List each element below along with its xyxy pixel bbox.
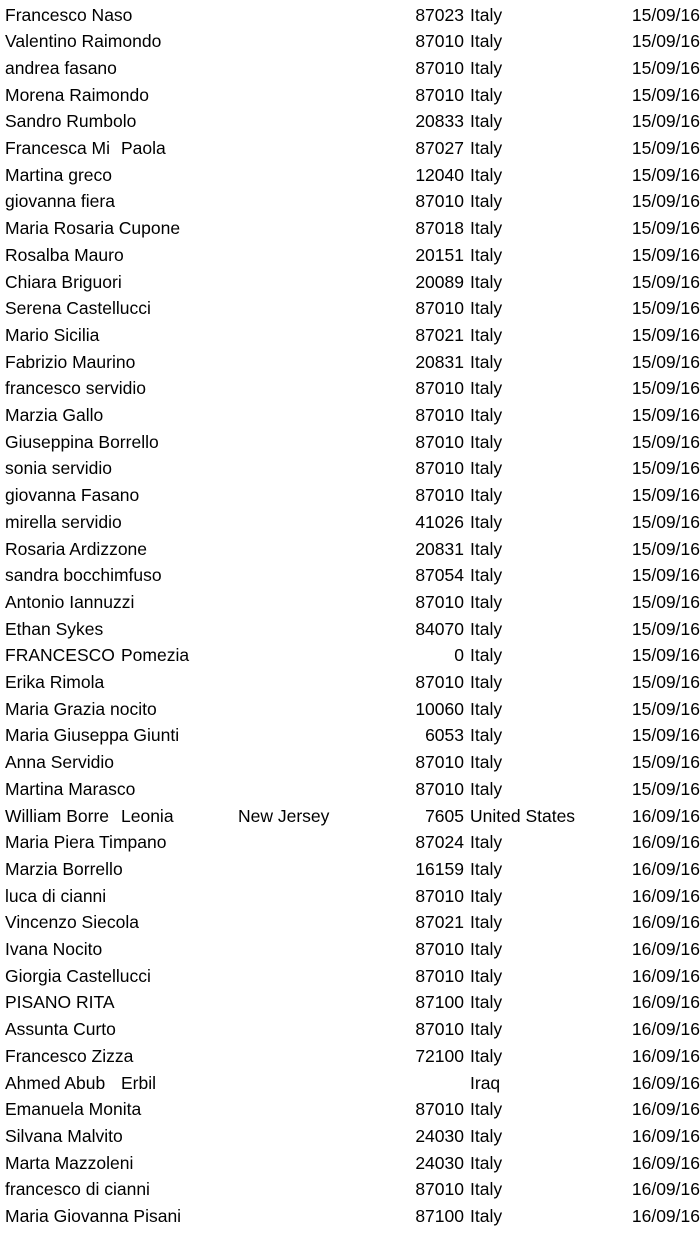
table-row[interactable]	[0, 1096, 700, 1123]
zip-cell[interactable]: 12040	[415, 164, 464, 185]
country-cell[interactable]: Italy	[470, 218, 503, 239]
date-cell[interactable]: 15/09/16	[631, 218, 700, 239]
state-cell[interactable]	[238, 589, 378, 616]
table-row[interactable]	[0, 803, 700, 830]
zip-cell[interactable]: 87010	[415, 885, 464, 906]
table-row[interactable]	[0, 375, 700, 402]
name-cell[interactable]: Silvana Malvito	[5, 1125, 123, 1146]
table-row[interactable]	[0, 1123, 700, 1150]
zip-cell[interactable]: 87023	[415, 4, 464, 25]
date-cell[interactable]: 15/09/16	[631, 57, 700, 78]
state-cell[interactable]	[238, 322, 378, 349]
country-cell[interactable]: Italy	[470, 84, 503, 105]
zip-cell[interactable]	[380, 1070, 464, 1097]
date-cell[interactable]: 15/09/16	[631, 31, 700, 52]
zip-cell[interactable]: 87100	[415, 1206, 464, 1226]
country-cell[interactable]: Italy	[470, 164, 503, 185]
date-cell[interactable]: 15/09/16	[631, 191, 700, 212]
country-cell[interactable]: Italy	[470, 565, 503, 586]
zip-cell[interactable]: 10060	[415, 698, 464, 719]
table-row[interactable]	[0, 1150, 700, 1177]
state-cell[interactable]	[238, 669, 378, 696]
country-cell[interactable]: Italy	[470, 1125, 503, 1146]
state-cell[interactable]	[238, 108, 378, 135]
zip-cell[interactable]: 87010	[415, 31, 464, 52]
date-cell[interactable]: 15/09/16	[631, 618, 700, 639]
name-cell[interactable]: Ethan Sykes	[5, 618, 104, 639]
date-cell[interactable]: 16/09/16	[631, 1125, 700, 1146]
name-cell[interactable]: Martina Marasco	[5, 778, 136, 799]
country-cell[interactable]: Italy	[470, 431, 503, 452]
table-row[interactable]	[0, 963, 700, 990]
country-cell[interactable]: Iraq	[470, 1072, 501, 1093]
country-cell[interactable]: Italy	[470, 324, 503, 345]
name-cell[interactable]: Rosalba Mauro	[5, 244, 124, 265]
zip-cell[interactable]: 6053	[425, 725, 464, 746]
zip-cell[interactable]: 20833	[415, 111, 464, 132]
country-cell[interactable]: Italy	[470, 832, 503, 853]
state-cell[interactable]	[238, 1016, 378, 1043]
state-cell[interactable]	[238, 509, 378, 536]
country-cell[interactable]: Italy	[470, 271, 503, 292]
state-cell[interactable]	[238, 616, 378, 643]
name-cell[interactable]: Francesco Zizza	[5, 1045, 134, 1066]
zip-cell[interactable]: 87010	[415, 298, 464, 319]
zip-cell[interactable]: 87010	[415, 752, 464, 773]
zip-cell[interactable]: 87054	[415, 565, 464, 586]
state-cell[interactable]	[238, 349, 378, 376]
table-row[interactable]	[0, 909, 700, 936]
state-cell[interactable]	[238, 776, 378, 803]
name-cell[interactable]: Martina greco	[5, 164, 112, 185]
state-cell[interactable]	[238, 2, 378, 29]
table-row[interactable]	[0, 429, 700, 456]
zip-cell[interactable]: 87010	[415, 57, 464, 78]
state-cell[interactable]	[238, 375, 378, 402]
name-cell[interactable]: giovanna Fasano	[5, 485, 140, 506]
name-cell[interactable]: Anna Servidio	[5, 752, 114, 773]
state-cell[interactable]	[238, 162, 378, 189]
country-cell[interactable]: Italy	[470, 672, 503, 692]
name-cell[interactable]: francesco servidio	[5, 378, 147, 399]
state-cell[interactable]	[238, 55, 378, 82]
date-cell[interactable]: 15/09/16	[631, 111, 700, 132]
name-cell[interactable]: Emanuela Monita	[5, 1099, 142, 1120]
date-cell[interactable]: 16/09/16	[631, 1206, 700, 1226]
name-cell[interactable]: mirella servidio	[5, 511, 122, 532]
date-cell[interactable]: 16/09/16	[631, 1152, 700, 1173]
name-cell[interactable]: sonia servidio	[5, 458, 112, 479]
date-cell[interactable]: 15/09/16	[631, 138, 700, 158]
name-cell[interactable]: Maria Giovanna Pisani	[5, 1206, 182, 1226]
date-cell[interactable]: 15/09/16	[631, 672, 700, 692]
table-row[interactable]	[0, 322, 700, 349]
state-cell[interactable]	[238, 242, 378, 269]
table-row[interactable]	[0, 108, 700, 135]
table-row[interactable]	[0, 509, 700, 536]
country-cell[interactable]: Italy	[470, 111, 503, 132]
table-row[interactable]	[0, 856, 700, 883]
table-row[interactable]	[0, 349, 700, 376]
country-cell[interactable]: Italy	[470, 992, 503, 1013]
country-cell[interactable]: Italy	[470, 1045, 503, 1066]
state-cell[interactable]	[238, 749, 378, 776]
date-cell[interactable]: 16/09/16	[631, 965, 700, 986]
state-cell[interactable]	[238, 562, 378, 589]
date-cell[interactable]: 15/09/16	[631, 84, 700, 105]
date-cell[interactable]: 16/09/16	[631, 912, 700, 933]
table-row[interactable]	[0, 829, 700, 856]
state-cell[interactable]	[238, 1203, 378, 1230]
table-row[interactable]	[0, 242, 700, 269]
zip-cell[interactable]: 87021	[415, 912, 464, 933]
name-cell[interactable]: luca di cianni	[5, 885, 107, 906]
state-cell[interactable]	[238, 1176, 378, 1203]
table-row[interactable]	[0, 616, 700, 643]
state-cell[interactable]: New Jersey	[238, 805, 330, 826]
table-row[interactable]	[0, 82, 700, 109]
name-cell[interactable]: Sandro Rumbolo	[5, 111, 137, 132]
date-cell[interactable]: 15/09/16	[631, 4, 700, 25]
name-cell[interactable]: Marzia Borrello	[5, 858, 123, 879]
table-row[interactable]	[0, 936, 700, 963]
country-cell[interactable]: Italy	[470, 725, 503, 746]
state-cell[interactable]	[238, 429, 378, 456]
zip-cell[interactable]: 87010	[415, 84, 464, 105]
state-cell[interactable]	[238, 295, 378, 322]
table-row[interactable]	[0, 589, 700, 616]
date-cell[interactable]: 15/09/16	[631, 645, 700, 666]
state-cell[interactable]	[238, 642, 378, 669]
table-row[interactable]	[0, 1070, 700, 1097]
date-cell[interactable]: 15/09/16	[631, 458, 700, 479]
country-cell[interactable]: Italy	[470, 298, 503, 319]
state-cell[interactable]	[238, 188, 378, 215]
date-cell[interactable]: 15/09/16	[631, 405, 700, 425]
zip-cell[interactable]: 16159	[415, 858, 464, 879]
name-cell[interactable]: Rosaria Ardizzone	[5, 538, 148, 559]
state-cell[interactable]	[238, 82, 378, 109]
state-cell[interactable]	[238, 722, 378, 749]
zip-cell[interactable]: 0	[454, 645, 464, 666]
table-row[interactable]	[0, 696, 700, 723]
name-cell[interactable]: Serena Castellucci	[5, 298, 151, 319]
date-cell[interactable]: 15/09/16	[631, 244, 700, 265]
name-cell[interactable]: sandra bocchimfuso	[5, 565, 162, 586]
name-cell[interactable]: Valentino Raimondo	[5, 31, 162, 52]
zip-cell[interactable]: 7605	[425, 805, 464, 826]
zip-cell[interactable]: 87010	[415, 939, 464, 959]
name-cell[interactable]: Fabrizio Maurino	[5, 351, 136, 372]
zip-cell[interactable]: 87010	[415, 458, 464, 479]
country-cell[interactable]: Italy	[470, 511, 503, 532]
country-cell[interactable]: Italy	[470, 645, 503, 666]
zip-cell[interactable]: 72100	[415, 1045, 464, 1066]
name-cell[interactable]: FRANCESCO	[5, 645, 115, 666]
table-row[interactable]	[0, 536, 700, 563]
zip-cell[interactable]: 87010	[415, 378, 464, 399]
city-cell[interactable]: Leonia	[121, 803, 233, 830]
date-cell[interactable]: 16/09/16	[631, 885, 700, 906]
country-cell[interactable]: Italy	[470, 591, 503, 612]
name-cell[interactable]: Antonio Iannuzzi	[5, 591, 135, 612]
zip-cell[interactable]: 87018	[415, 218, 464, 239]
state-cell[interactable]	[238, 402, 378, 429]
zip-cell[interactable]: 87100	[415, 992, 464, 1013]
table-row[interactable]	[0, 162, 700, 189]
country-cell[interactable]: Italy	[470, 138, 503, 158]
date-cell[interactable]: 15/09/16	[631, 565, 700, 586]
date-cell[interactable]: 15/09/16	[631, 511, 700, 532]
state-cell[interactable]	[238, 1123, 378, 1150]
country-cell[interactable]: Italy	[470, 4, 503, 25]
date-cell[interactable]: 16/09/16	[631, 1019, 700, 1040]
name-cell[interactable]: Assunta Curto	[5, 1019, 116, 1040]
country-cell[interactable]: Italy	[470, 458, 503, 479]
state-cell[interactable]	[238, 455, 378, 482]
table-row[interactable]	[0, 562, 700, 589]
state-cell[interactable]	[238, 936, 378, 963]
table-row[interactable]	[0, 55, 700, 82]
country-cell[interactable]: Italy	[470, 485, 503, 506]
table-row[interactable]	[0, 749, 700, 776]
zip-cell[interactable]: 87010	[415, 431, 464, 452]
date-cell[interactable]: 16/09/16	[631, 1179, 700, 1200]
state-cell[interactable]	[238, 696, 378, 723]
name-cell[interactable]: Ivana Nocito	[5, 939, 103, 959]
zip-cell[interactable]: 20831	[415, 538, 464, 559]
date-cell[interactable]: 16/09/16	[631, 992, 700, 1013]
date-cell[interactable]: 15/09/16	[631, 698, 700, 719]
zip-cell[interactable]: 24030	[415, 1125, 464, 1146]
country-cell[interactable]: Italy	[470, 351, 503, 372]
table-row[interactable]	[0, 1203, 700, 1230]
name-cell[interactable]: Giorgia Castellucci	[5, 965, 151, 986]
name-cell[interactable]: Maria Piera Timpano	[5, 832, 167, 853]
state-cell[interactable]	[238, 1070, 378, 1097]
table-row[interactable]	[0, 135, 700, 162]
country-cell[interactable]: Italy	[470, 1152, 503, 1173]
name-cell[interactable]: Maria Giuseppa Giunti	[5, 725, 180, 746]
date-cell[interactable]: 15/09/16	[631, 271, 700, 292]
country-cell[interactable]: Italy	[470, 31, 503, 52]
zip-cell[interactable]: 20151	[415, 244, 464, 265]
table-row[interactable]	[0, 2, 700, 29]
date-cell[interactable]: 16/09/16	[631, 858, 700, 879]
date-cell[interactable]: 16/09/16	[631, 1072, 700, 1093]
table-row[interactable]	[0, 188, 700, 215]
name-cell[interactable]: Mario Sicilia	[5, 324, 100, 345]
table-row[interactable]	[0, 402, 700, 429]
table-row[interactable]	[0, 722, 700, 749]
zip-cell[interactable]: 87010	[415, 405, 464, 425]
name-cell[interactable]: Chiara Briguori	[5, 271, 122, 292]
date-cell[interactable]: 16/09/16	[631, 805, 700, 826]
zip-cell[interactable]: 87010	[415, 1179, 464, 1200]
country-cell[interactable]: Italy	[470, 378, 503, 399]
date-cell[interactable]: 15/09/16	[631, 324, 700, 345]
country-cell[interactable]: Italy	[470, 57, 503, 78]
table-row[interactable]	[0, 883, 700, 910]
name-cell[interactable]: andrea fasano	[5, 57, 117, 78]
country-cell[interactable]: Italy	[470, 1206, 503, 1226]
country-cell[interactable]: Italy	[470, 538, 503, 559]
state-cell[interactable]	[238, 883, 378, 910]
date-cell[interactable]: 15/09/16	[631, 538, 700, 559]
zip-cell[interactable]: 87010	[415, 591, 464, 612]
date-cell[interactable]: 15/09/16	[631, 591, 700, 612]
city-cell[interactable]: Pomezia	[121, 642, 233, 669]
date-cell[interactable]: 16/09/16	[631, 1099, 700, 1120]
date-cell[interactable]: 15/09/16	[631, 351, 700, 372]
state-cell[interactable]	[238, 829, 378, 856]
state-cell[interactable]	[238, 1150, 378, 1177]
table-row[interactable]	[0, 669, 700, 696]
state-cell[interactable]	[238, 963, 378, 990]
country-cell[interactable]: Italy	[470, 912, 503, 933]
table-row[interactable]	[0, 28, 700, 55]
state-cell[interactable]	[238, 1096, 378, 1123]
zip-cell[interactable]: 87010	[415, 672, 464, 692]
date-cell[interactable]: 16/09/16	[631, 832, 700, 853]
date-cell[interactable]: 15/09/16	[631, 298, 700, 319]
zip-cell[interactable]: 87024	[415, 832, 464, 853]
zip-cell[interactable]: 87027	[415, 138, 464, 158]
name-cell[interactable]: Morena Raimondo	[5, 84, 149, 105]
name-cell[interactable]: Ahmed Abub	[5, 1072, 106, 1093]
state-cell[interactable]	[238, 909, 378, 936]
date-cell[interactable]: 15/09/16	[631, 485, 700, 506]
zip-cell[interactable]: 87010	[415, 778, 464, 799]
date-cell[interactable]: 16/09/16	[631, 939, 700, 959]
date-cell[interactable]: 15/09/16	[631, 431, 700, 452]
state-cell[interactable]	[238, 269, 378, 296]
zip-cell[interactable]: 87021	[415, 324, 464, 345]
country-cell[interactable]: Italy	[470, 752, 503, 773]
table-row[interactable]	[0, 295, 700, 322]
country-cell[interactable]: Italy	[470, 965, 503, 986]
date-cell[interactable]: 15/09/16	[631, 378, 700, 399]
country-cell[interactable]: Italy	[470, 939, 503, 959]
city-cell[interactable]: Paola	[121, 135, 233, 162]
zip-cell[interactable]: 87010	[415, 1019, 464, 1040]
table-row[interactable]	[0, 482, 700, 509]
table-row[interactable]	[0, 989, 700, 1016]
state-cell[interactable]	[238, 1043, 378, 1070]
city-cell[interactable]: Erbil	[121, 1070, 233, 1097]
zip-cell[interactable]: 87010	[415, 191, 464, 212]
country-cell[interactable]: Italy	[470, 618, 503, 639]
name-cell[interactable]: Erika Rimola	[5, 672, 105, 692]
name-cell[interactable]: giovanna fiera	[5, 191, 115, 212]
date-cell[interactable]: 15/09/16	[631, 778, 700, 799]
table-row[interactable]	[0, 642, 700, 669]
country-cell[interactable]: Italy	[470, 698, 503, 719]
name-cell[interactable]: Maria Grazia nocito	[5, 698, 157, 719]
state-cell[interactable]	[238, 215, 378, 242]
state-cell[interactable]	[238, 856, 378, 883]
country-cell[interactable]: Italy	[470, 191, 503, 212]
date-cell[interactable]: 16/09/16	[631, 1045, 700, 1066]
state-cell[interactable]	[238, 536, 378, 563]
table-row[interactable]	[0, 776, 700, 803]
state-cell[interactable]	[238, 482, 378, 509]
country-cell[interactable]: Italy	[470, 405, 503, 425]
name-cell[interactable]: Giuseppina Borrello	[5, 431, 159, 452]
table-row[interactable]	[0, 1176, 700, 1203]
name-cell[interactable]: William Borre	[5, 805, 110, 826]
table-row[interactable]	[0, 1043, 700, 1070]
country-cell[interactable]: Italy	[470, 858, 503, 879]
zip-cell[interactable]: 41026	[415, 511, 464, 532]
table-row[interactable]	[0, 1016, 700, 1043]
zip-cell[interactable]: 87010	[415, 965, 464, 986]
name-cell[interactable]: francesco di cianni	[5, 1179, 150, 1200]
name-cell[interactable]: Vincenzo Siecola	[5, 912, 139, 933]
zip-cell[interactable]: 87010	[415, 485, 464, 506]
zip-cell[interactable]: 87010	[415, 1099, 464, 1120]
country-cell[interactable]: Italy	[470, 1179, 503, 1200]
name-cell[interactable]: Francesco Naso	[5, 4, 133, 25]
country-cell[interactable]: United States	[470, 805, 576, 826]
name-cell[interactable]: Francesca Mi	[5, 138, 111, 158]
country-cell[interactable]: Italy	[470, 1019, 503, 1040]
zip-cell[interactable]: 20831	[415, 351, 464, 372]
zip-cell[interactable]: 24030	[415, 1152, 464, 1173]
date-cell[interactable]: 15/09/16	[631, 752, 700, 773]
country-cell[interactable]: Italy	[470, 778, 503, 799]
zip-cell[interactable]: 84070	[415, 618, 464, 639]
name-cell[interactable]: Marta Mazzoleni	[5, 1152, 134, 1173]
table-row[interactable]	[0, 215, 700, 242]
state-cell[interactable]	[238, 28, 378, 55]
name-cell[interactable]: PISANO RITA	[5, 992, 115, 1013]
name-cell[interactable]: Marzia Gallo	[5, 405, 104, 425]
table-row[interactable]	[0, 269, 700, 296]
date-cell[interactable]: 15/09/16	[631, 725, 700, 746]
state-cell[interactable]	[238, 989, 378, 1016]
table-row[interactable]	[0, 455, 700, 482]
date-cell[interactable]: 15/09/16	[631, 164, 700, 185]
country-cell[interactable]: Italy	[470, 885, 503, 906]
zip-cell[interactable]: 20089	[415, 271, 464, 292]
name-cell[interactable]: Maria Rosaria Cupone	[5, 218, 181, 239]
country-cell[interactable]: Italy	[470, 244, 503, 265]
state-cell[interactable]	[238, 135, 378, 162]
country-cell[interactable]: Italy	[470, 1099, 503, 1120]
